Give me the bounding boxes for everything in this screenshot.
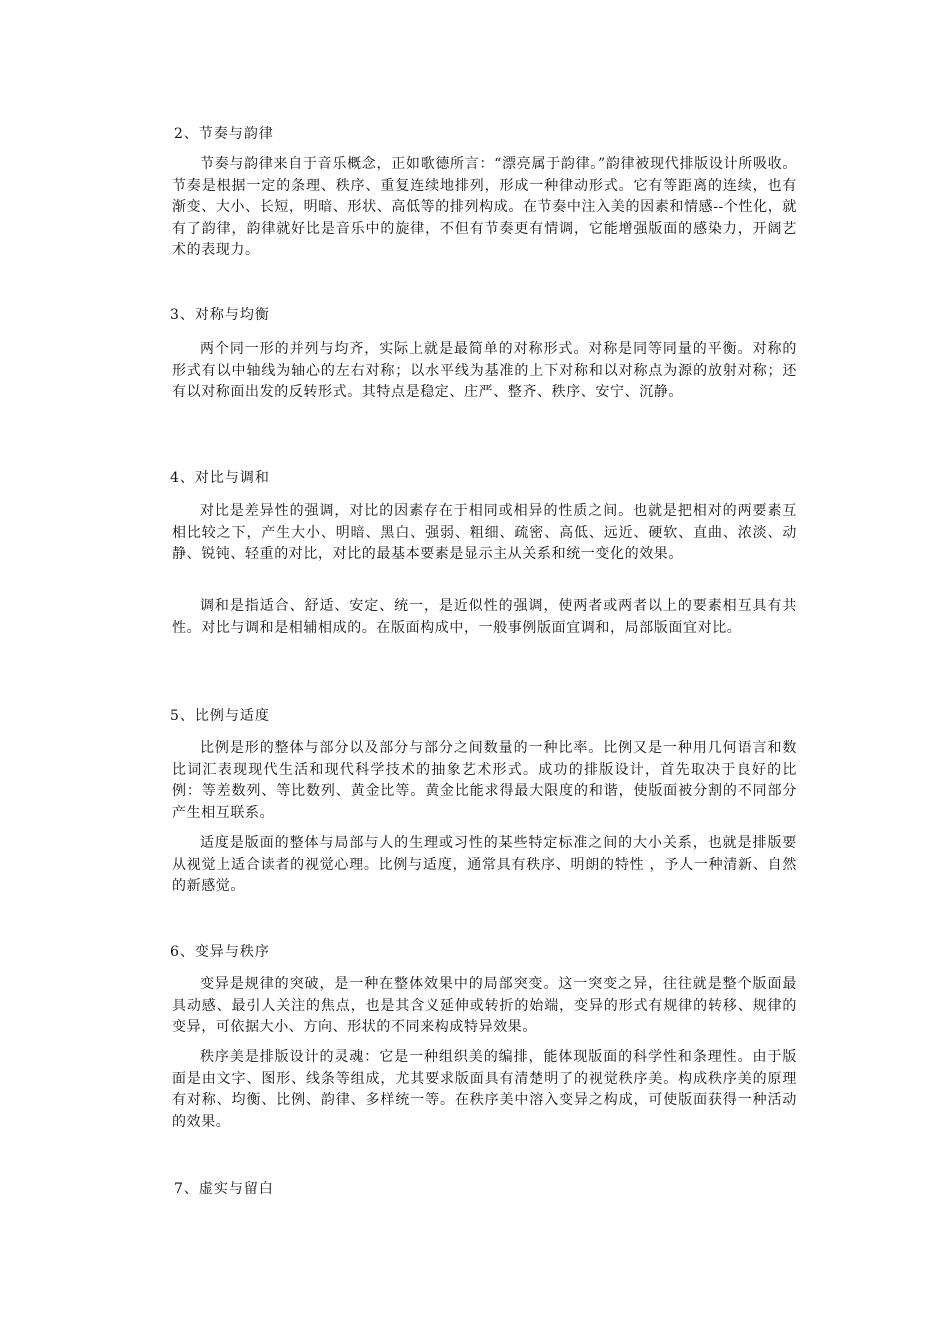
section-heading-proportion: 5、比例与适度: [170, 708, 270, 724]
paragraph-variation: 变异是规律的突破，是一种在整体效果中的局部突变。这一突变之异，往往就是整个版面最具动感、最引人关注的焦点，也是其含义延伸或转折的始端，变异的形式有规律的转移、规律的变异，可依据大小、方向、形状的不同来构成特异效果。: [172, 976, 797, 1035]
section-heading-symmetry: 3、对称与均衡: [170, 307, 270, 323]
paragraph-contrast: 对比是差异性的强调，对比的因素存在于相同或相异的性质之间。也就是把相对的两要素互相比较之下，产生大小、明暗、黑白、强弱、粗细、疏密、高低、远近、硬软、直曲、浓淡、动静、锐钝、轻重的对比，对比的最基本要素是显示主从关系和统一变化的效果。: [172, 503, 797, 562]
paragraph-symmetry: 两个同一形的并列与均齐，实际上就是最简单的对称形式。对称是同等同量的平衡。对称的形式有以中轴线为轴心的左右对称；以水平线为基准的上下对称和以对称点为源的放射对称；还有以对称面出发的反转形式。其特点是稳定、庄严、整齐、秩序、安宁、沉静。: [172, 341, 797, 400]
paragraph-harmony: 调和是指适合、舒适、安定、统一，是近似性的强调，使两者或两者以上的要素相互具有共性。对比与调和是相辅相成的。在版面构成中，一般事例版面宜调和，局部版面宜对比。: [172, 598, 797, 636]
paragraph-order: 秩序美是排版设计的灵魂：它是一种组织美的编排，能体现版面的科学性和条理性。由于版面是由文字、图形、线条等组成，尤其要求版面具有清楚明了的视觉秩序美。构成秩序美的原理有对称、均衡、比例、韵律、多样统一等。在秩序美中溶入变异之构成，可使版面获得一种活动的效果。: [172, 1049, 797, 1130]
paragraph-rhythm: 节奏与韵律来自于音乐概念，正如歌德所言：“漂亮属于韵律。”韵律被现代排版设计所吸收。节奏是根据一定的条理、秩序、重复连续地排列，形成一种律动形式。它有等距离的连续，也有渐变、大小、长短，明暗、形状、高低等的排列构成。在节奏中注入美的因素和情感--个性化，就有了韵律，韵律就好比是音乐中的旋律，不但有节奏更有情调，它能增强版面的感染力，开阔艺术的表现力。: [172, 156, 797, 258]
paragraph-moderation: 适度是版面的整体与局部与人的生理或习性的某些特定标准之间的大小关系，也就是排版要从视觉上适合读者的视觉心理。比例与适度，通常具有秩序、明朗的特性 ，予人一种清新、自然的新感觉。: [172, 835, 797, 894]
section-heading-variation: 6、变异与秩序: [170, 944, 270, 960]
section-heading-void: 7、虚实与留白: [174, 1181, 274, 1197]
paragraph-proportion: 比例是形的整体与部分以及部分与部分之间数量的一种比率。比例又是一种用几何语言和数比词汇表现现代生活和现代科学技术的抽象艺术形式。成功的排版设计，首先取决于良好的比例：等差数列、等比数列、黄金比等。黄金比能求得最大限度的和谐，使版面被分割的不同部分产生相互联系。: [172, 740, 797, 821]
section-heading-contrast: 4、对比与调和: [170, 470, 270, 486]
section-heading-rhythm: 2、节奏与韵律: [174, 126, 274, 142]
